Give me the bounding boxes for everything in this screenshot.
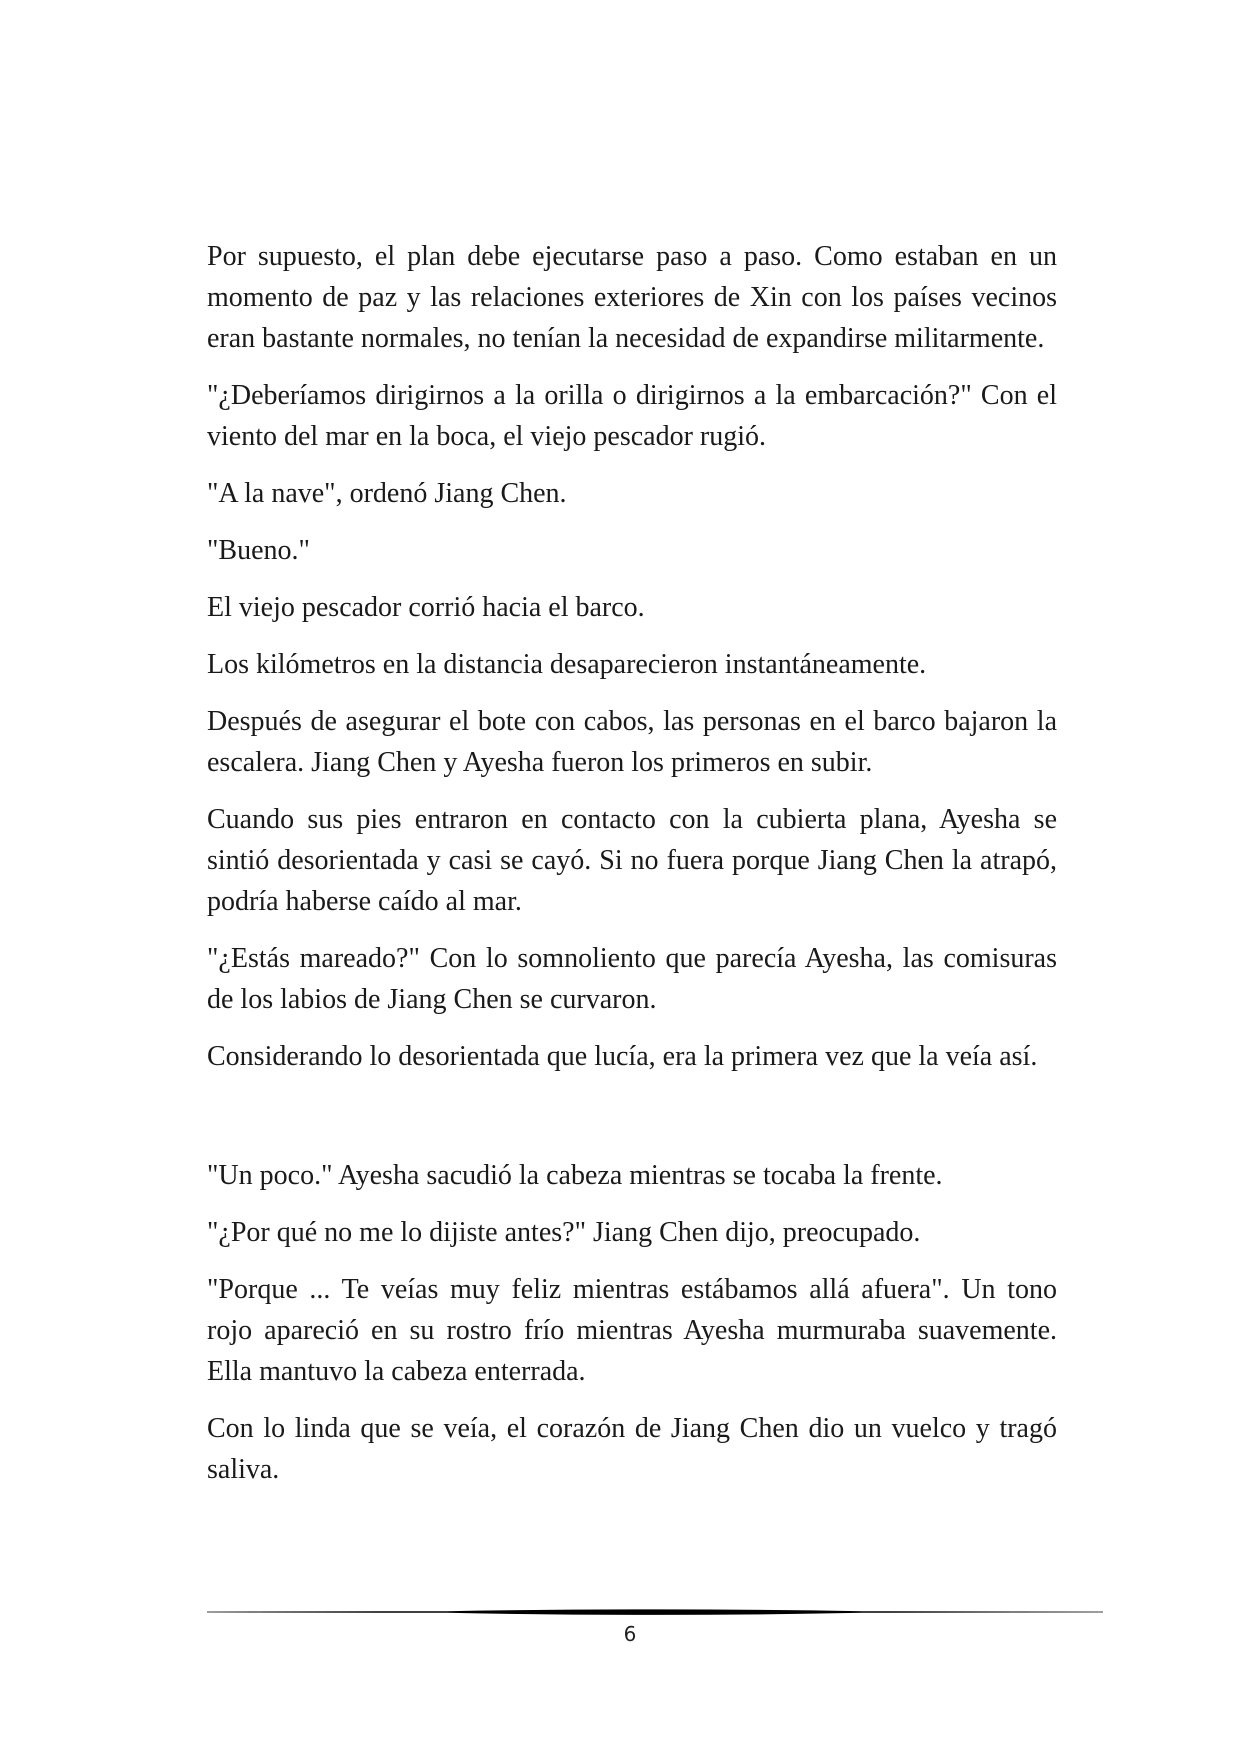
paragraph-2: "¿Deberíamos dirigirnos a la orilla o dirigirnos a la embarcación?" Con el viento del mar en la boca, el viejo pescador rugió.: [207, 380, 1057, 452]
paragraph-4: "Bueno.": [207, 535, 310, 566]
footer-divider: [207, 1607, 1103, 1617]
paragraph-10: Considerando lo desorientada que lucía, era la primera vez que la veía así.: [207, 1041, 1038, 1072]
paragraph-12: "¿Por qué no me lo dijiste antes?" Jiang Chen dijo, preocupado.: [207, 1217, 921, 1248]
body-text: [207, 236, 1057, 1506]
paragraph-14: Con lo linda que se veía, el corazón de Jiang Chen dio un vuelco y tragó saliva.: [207, 1413, 1057, 1485]
paragraph-11: "Un poco." Ayesha sacudió la cabeza mientras se tocaba la frente.: [207, 1160, 943, 1191]
paragraph-9: "¿Estás mareado?" Con lo somnoliento que parecía Ayesha, las comisuras de los labios de Jiang Chen se curvaron.: [207, 943, 1057, 1015]
paragraph-1: Por supuesto, el plan debe ejecutarse paso a paso. Como estaban en un momento de paz y las relaciones exteriores de Xin con los países vecinos eran bastante normales, no tenían la necesidad de expandirse militarmente.: [207, 241, 1057, 354]
paragraph-8: Cuando sus pies entraron en contacto con la cubierta plana, Ayesha se sintió desorientada y casi se cayó. Si no fuera porque Jiang Chen la atrapó, podría haberse caído al mar.: [207, 804, 1057, 917]
page-number: 6: [623, 1622, 637, 1646]
footer-divider-swoosh: [207, 1609, 1103, 1615]
paragraph-3: "A la nave", ordenó Jiang Chen.: [207, 478, 567, 509]
paragraph-7: Después de asegurar el bote con cabos, las personas en el barco bajaron la escalera. Jiang Chen y Ayesha fueron los primeros en subir.: [207, 706, 1057, 778]
paragraph-5: El viejo pescador corrió hacia el barco.: [207, 592, 645, 623]
paragraph-13: "Porque ... Te veías muy feliz mientras estábamos allá afuera". Un tono rojo apareció en su rostro frío mientras Ayesha murmuraba suavemente. Ella mantuvo la cabeza enterrada.: [207, 1274, 1057, 1387]
paragraph-6: Los kilómetros en la distancia desaparecieron instantáneamente.: [207, 649, 927, 680]
